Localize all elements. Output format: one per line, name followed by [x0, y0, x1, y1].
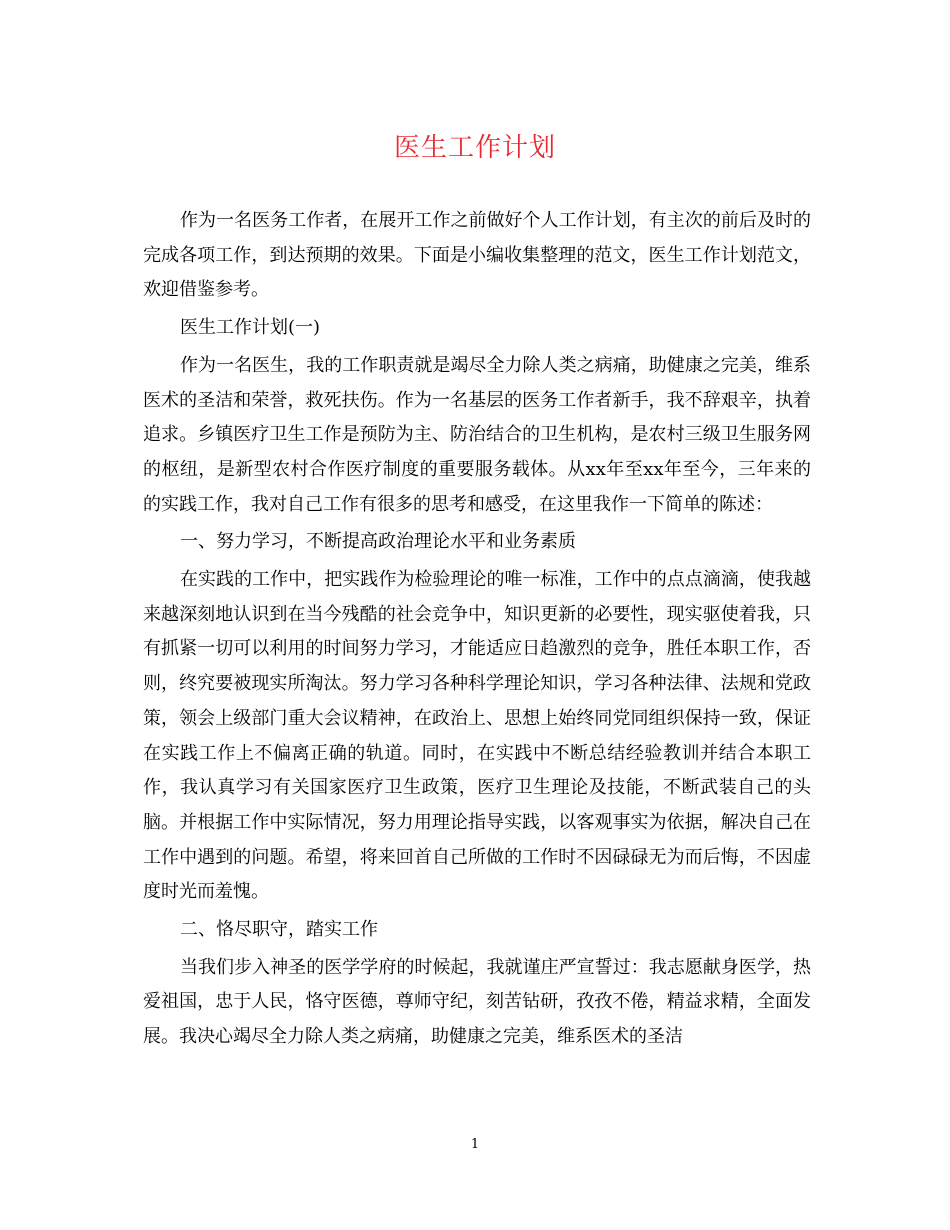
- document-body: [143, 204, 811, 1058]
- section-heading-duty: 二、恪尽职守，踏实工作: [180, 919, 378, 941]
- body-paragraph: 当我们步入神圣的医学学府的时候起，我就谨庄严宣誓过：我志愿献身医学，热爱祖国，忠于人民，恪守医德，尊师守纪，刻苦钻研，孜孜不倦，精益求精，全面发展。我决心竭尽全力除人类之病痛，助健康之完美，维系医术的圣洁: [143, 956, 811, 1048]
- body-paragraph: 在实践的工作中，把实践作为检验理论的唯一标准，工作中的点点滴滴，使我越来越深刻地认识到在当今残酷的社会竞争中，知识更新的必要性，现实驱使着我，只有抓紧一切可以利用的时间努力学习，才能适应日趋激烈的竞争，胜任本职工作，否则，终究要被现实所淘汰。努力学习各种科学理论知识，学习各种法律、法规和党政策，领会上级部门重大会议精神，在政治上、思想上始终同党同组织保持一致，保证在实践工作上不偏离正确的轨道。同时，在实践中不断总结经验教训并结合本职工作，我认真学习有关国家医疗卫生政策，医疗卫生理论及技能，不断武装自己的头脑。并根据工作中实际情况，努力用理论指导实践，以客观事实为依据，解决自己在工作中遇到的问题。希望，将来回首自己所做的工作时不因碌碌无为而后悔，不因虚度时光而羞愧。: [143, 569, 811, 903]
- section-heading-plan-one: 医生工作计划(一): [180, 317, 321, 339]
- section-heading-study: 一、努力学习，不断提高政治理论水平和业务素质: [180, 531, 576, 553]
- document-title: 医生工作计划: [393, 133, 556, 163]
- intro-paragraph: 作为一名医务工作者，在展开工作之前做好个人工作计划，有主次的前后及时的完成各项工作，到达预期的效果。下面是小编收集整理的范文，医生工作计划范文，欢迎借鉴参考。: [143, 210, 811, 301]
- body-paragraph: 作为一名医生，我的工作职责就是竭尽全力除人类之病痛，助健康之完美，维系医术的圣洁和荣誉，救死扶伤。作为一名基层的医务工作者新手，我不辞艰辛，执着追求。乡镇医疗卫生工作是预防为主、防治结合的卫生机构，是农村三级卫生服务网的枢纽，是新型农村合作医疗制度的重要服务载体。从xx年至xx年至今，三年来的的实践工作，我对自己工作有很多的思考和感受，在这里我作一下简单的陈述：: [143, 354, 811, 515]
- page-number: 1: [470, 1137, 480, 1152]
